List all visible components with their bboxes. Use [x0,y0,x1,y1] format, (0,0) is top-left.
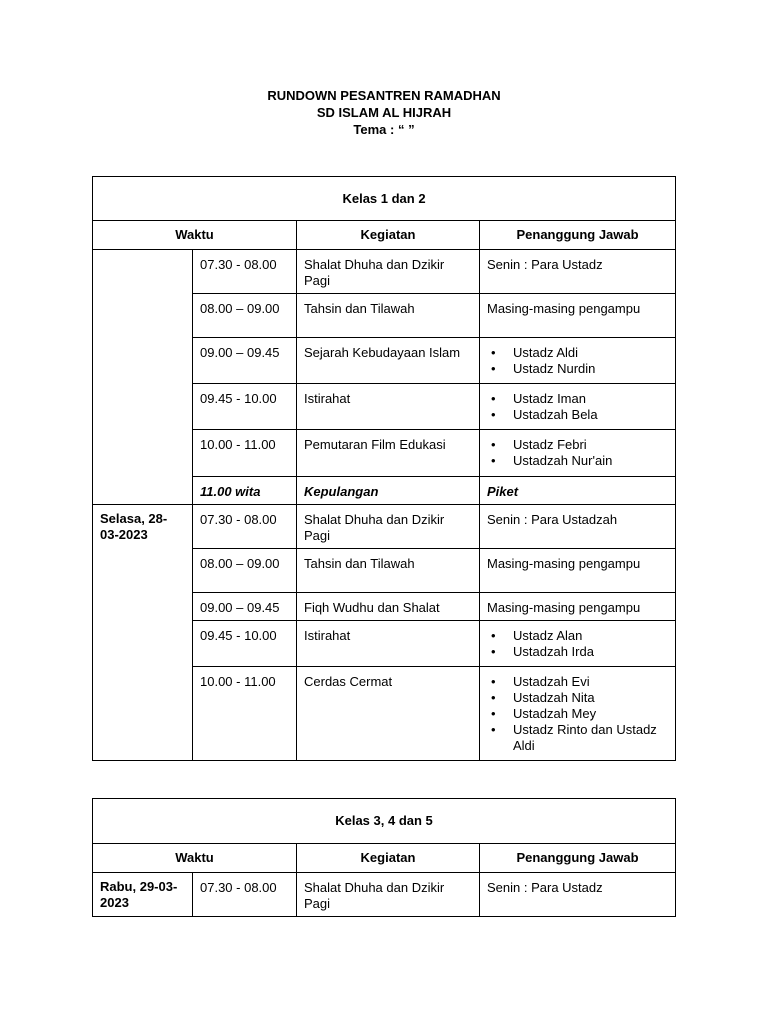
day-cell: Rabu, 29-03-2023 [93,873,193,917]
table-row [93,250,676,294]
list-item: • Ustadzah Mey [487,706,668,722]
table-row [93,505,676,549]
header-waktu: Waktu [93,844,297,873]
pj-list [487,391,668,423]
activity-cell: Fiqh Wudhu dan Shalat [297,593,480,621]
pj-cell: Senin : Para Ustadz [480,873,676,917]
pj-cell: Piket [480,477,676,505]
pj-cell [480,338,676,384]
pj-cell [480,430,676,477]
activity-cell: Shalat Dhuha dan Dzikir Pagi [297,505,480,549]
table-row [93,873,676,917]
header-waktu: Waktu [93,221,297,250]
time-cell: 09.00 – 09.45 [193,338,297,384]
pj-cell: Senin : Para Ustadz [480,250,676,294]
list-item: • Ustadz Nurdin [487,361,668,377]
activity-cell: Tahsin dan Tilawah [297,294,480,338]
time-cell: 07.30 - 08.00 [193,250,297,294]
activity-cell: Pemutaran Film Edukasi [297,430,480,477]
list-item: • Ustadzah Irda [487,644,668,660]
schedule-table-kelas-1-2 [92,176,676,761]
table-caption: Kelas 1 dan 2 [93,177,676,221]
header-kegiatan: Kegiatan [297,221,480,250]
list-item: • Ustadzah Bela [487,407,668,423]
pj-list [487,437,668,469]
list-item: • Ustadzah Nita [487,690,668,706]
pj-cell [480,621,676,667]
table-caption: Kelas 3, 4 dan 5 [93,799,676,844]
pj-cell: Masing-masing pengampu [480,294,676,338]
list-item: • Ustadz Febri [487,437,668,453]
list-item: • Ustadzah Nur'ain [487,453,668,469]
pj-cell: Senin : Para Ustadzah [480,505,676,549]
time-cell: 09.45 - 10.00 [193,384,297,430]
pj-cell: Masing-masing pengampu [480,593,676,621]
header-kegiatan: Kegiatan [297,844,480,873]
time-cell: 11.00 wita [193,477,297,505]
activity-cell: Sejarah Kebudayaan Islam [297,338,480,384]
activity-cell: Istirahat [297,621,480,667]
time-cell: 07.30 - 08.00 [193,873,297,917]
day-cell: Selasa, 28-03-2023 [93,505,193,761]
time-cell: 07.30 - 08.00 [193,505,297,549]
pj-cell [480,667,676,761]
school-name: SD ISLAM AL HIJRAH [316,105,452,120]
doc-title: RUNDOWN PESANTREN RAMADHAN [267,88,501,103]
header-penanggung-jawab: Penanggung Jawab [480,221,676,250]
theme-line: Tema : “ ” [353,122,415,137]
activity-cell: Istirahat [297,384,480,430]
list-item: • Ustadz Aldi [487,345,668,361]
schedule-table-kelas-3-4-5 [92,798,676,917]
activity-cell: Kepulangan [297,477,480,505]
activity-cell: Shalat Dhuha dan Dzikir Pagi [297,873,480,917]
time-cell: 09.00 – 09.45 [193,593,297,621]
document-header [0,87,768,138]
activity-cell: Cerdas Cermat [297,667,480,761]
time-cell: 08.00 – 09.00 [193,294,297,338]
pj-list [487,674,668,754]
pj-list [487,345,668,377]
list-item: • Ustadz Alan [487,628,668,644]
activity-cell: Tahsin dan Tilawah [297,549,480,593]
activity-cell: Shalat Dhuha dan Dzikir Pagi [297,250,480,294]
time-cell: 10.00 - 11.00 [193,667,297,761]
pj-cell: Masing-masing pengampu [480,549,676,593]
list-item: • Ustadz Rinto dan Ustadz Aldi [487,722,668,754]
list-item: • Ustadzah Evi [487,674,668,690]
pj-list [487,628,668,660]
time-cell: 09.45 - 10.00 [193,621,297,667]
list-item: • Ustadz Iman [487,391,668,407]
header-penanggung-jawab: Penanggung Jawab [480,844,676,873]
day-cell [93,250,193,505]
time-cell: 10.00 - 11.00 [193,430,297,477]
pj-cell [480,384,676,430]
time-cell: 08.00 – 09.00 [193,549,297,593]
